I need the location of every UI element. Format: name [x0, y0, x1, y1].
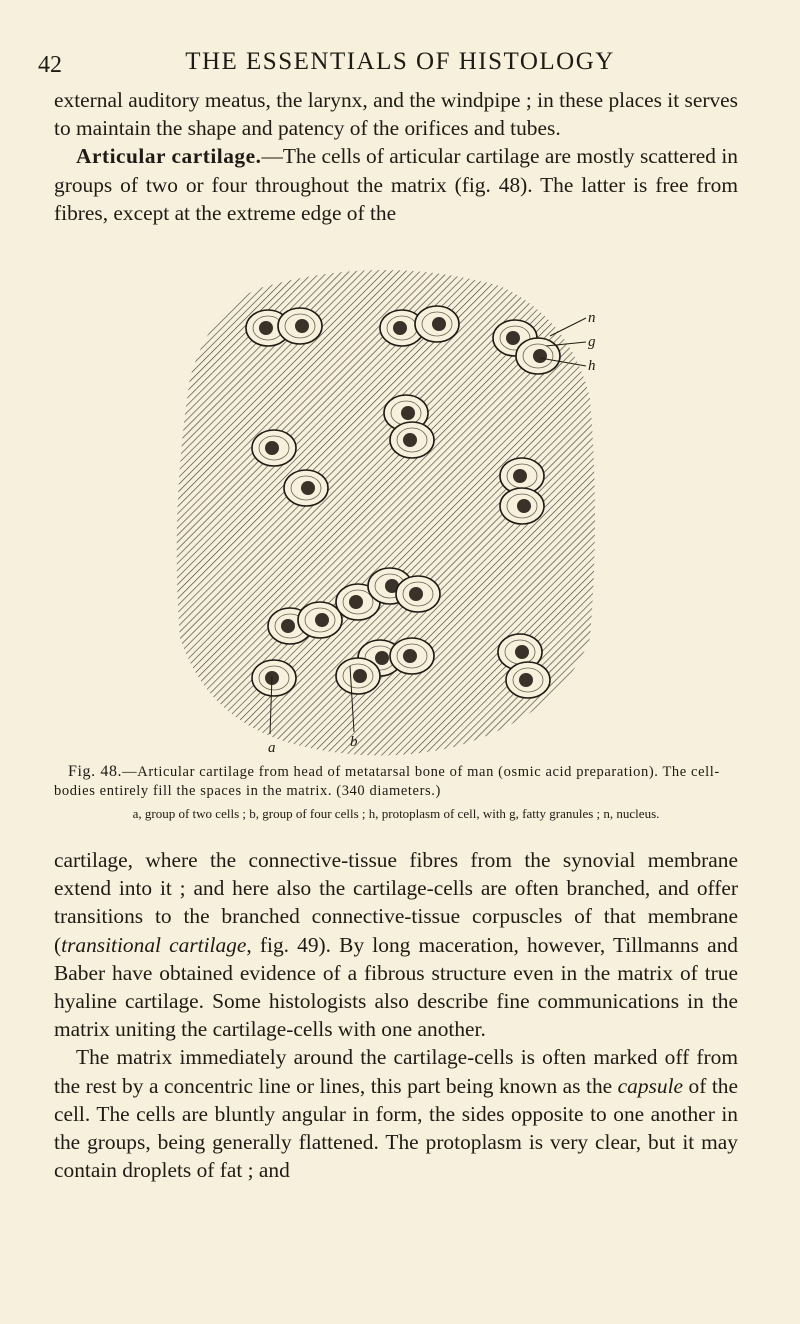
leader-n [550, 318, 586, 336]
running-title: THE ESSENTIALS OF HISTOLOGY [185, 48, 615, 75]
text-block-top [54, 86, 738, 227]
cartilage-cell [390, 638, 434, 674]
paragraph-4-start: The matrix immediately around the cartilage-cells is often marked off from the rest by a concentric line or lines, this part being known as the [54, 1045, 738, 1098]
text-block-bottom [54, 846, 738, 1184]
cartilage-cell [516, 338, 560, 374]
paragraph-2-body: —The cells of articular cartilage are mostly scattered in groups of two or four throughout the matrix (fig. 48). The latter is free from fibres, except at the extreme edge of the [54, 144, 738, 225]
figure-caption [54, 762, 738, 822]
label-a: a [268, 740, 276, 756]
label-b: b [350, 734, 358, 750]
paragraph-3 [54, 846, 738, 1043]
cartilage-cell [506, 662, 550, 698]
cartilage-cell [390, 422, 434, 458]
paragraph-4-end: of the cell. The cells are bluntly angular in form, the sides opposite to one another in the groups, being generally flattened. The protoplasm is very clear, but it may contain droplets of fat ; and [54, 1073, 738, 1183]
cartilage-cell [252, 660, 296, 696]
cartilage-cell [336, 658, 380, 694]
term-transitional-cartilage: transitional cartilage [61, 932, 247, 957]
paragraph-1: external auditory meatus, the larynx, and the windpipe ; in these places it serves to maintain the shape and patency of the orifices and tubes. [54, 88, 738, 141]
term-capsule: capsule [617, 1073, 684, 1098]
paragraph-4 [54, 1043, 738, 1184]
paragraph-2 [54, 142, 738, 227]
cartilage-cell [252, 430, 296, 466]
label-g: g [588, 334, 596, 350]
figure-number: Fig. 48. [68, 763, 123, 780]
paragraph-3-end: , fig. 49). By long maceration, however, Tillmanns and Baber have obtained evidence of a fibrous structure even in the matrix of true hyaline cartilage. Some histologists also describe fine communications in the matrix uniting the cartilage-cells with one another. [54, 932, 738, 1042]
cartilage-cell [396, 576, 440, 612]
histology-figure [150, 258, 610, 758]
cartilage-cell [500, 488, 544, 524]
cartilage-cell [298, 602, 342, 638]
page-number: 42 [38, 52, 62, 78]
cartilage-cell [278, 308, 322, 344]
subheading-articular-cartilage: Articular cartilage. [76, 144, 262, 169]
paragraph-3-start: cartilage, where the connective-tissue fibres from the synovial membrane extend into it ; and here also the cartilage-cells are often branched, and offer transitions to the branched connective-tissue corpuscles of that membrane ( [54, 848, 738, 957]
caption-legend: a, group of two cells ; b, group of four cells ; h, protoplasm of cell, with g, fatty granules ; n, nucleus. [132, 806, 660, 821]
cartilage-cell [284, 470, 328, 506]
label-n: n [588, 310, 596, 326]
label-h: h [588, 358, 596, 374]
caption-title: —Articular cartilage from head of metatarsal bone of man (osmic acid preparation). The cell-bodies entirely fill the spaces in the matrix. (340 diameters.) [54, 764, 720, 799]
cartilage-cell [415, 306, 459, 342]
